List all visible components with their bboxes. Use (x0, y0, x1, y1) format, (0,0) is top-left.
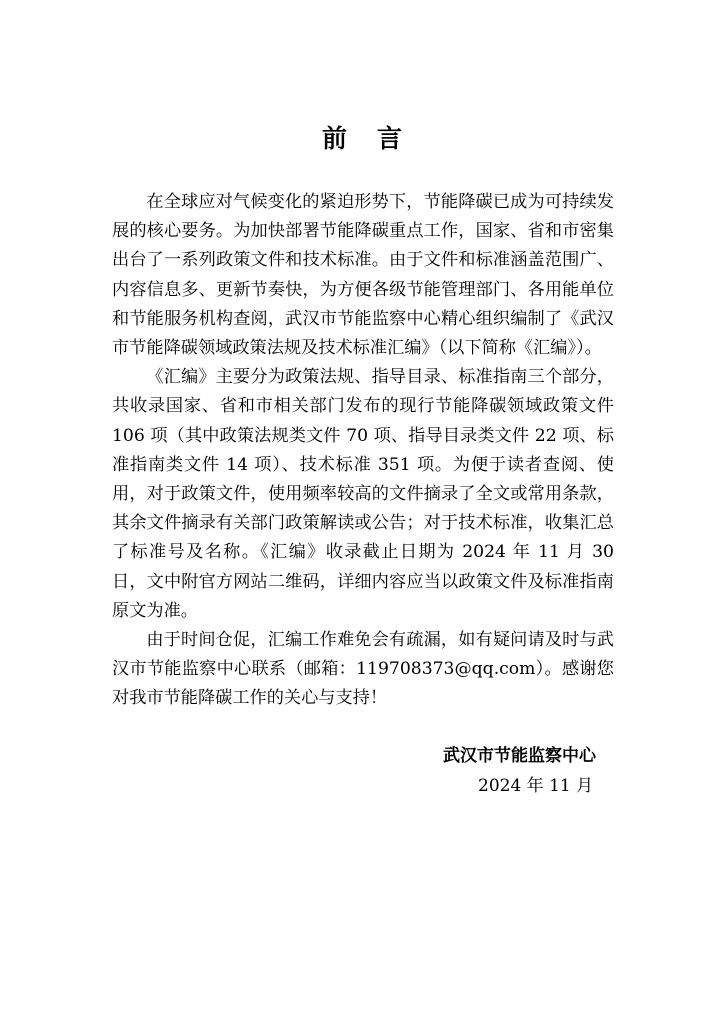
title-char-right: 言 (377, 124, 403, 153)
signature-date: 2024 年 11 月 (478, 776, 594, 796)
paragraph-1: 在全球应对气候变化的紧迫形势下，节能降碳已成为可持续发展的核心要务。为加快部署节能降碳重点工作，国家、省和市密集出台了一系列政策文件和技术标准。由于文件和标准涵盖范围广、内容信息多、更新节奏快，为方便各级节能管理部门、各用能单位和节能服务机构查阅，武汉市节能监察中心精心组织编制了《武汉市节能降碳领域政策法规及技术标准汇编》（以下简称《汇编》）。 (112, 192, 614, 359)
title-char-left: 前 (321, 124, 347, 153)
paragraph-3: 由于时间仓促，汇编工作难免会有疏漏，如有疑问请及时与武汉市节能监察中心联系（邮箱：119708373@qq.com）。感谢您对我市节能降碳工作的关心与支持！ (112, 630, 614, 709)
signature-organization: 武汉市节能监察中心 (443, 746, 596, 766)
preface-body (112, 188, 614, 714)
paragraph-2: 《汇编》主要分为政策法规、指导目录、标准指南三个部分，共收录国家、省和市相关部门发布的现行节能降碳领域政策文件 106 项（其中政策法规类文件 70 项、指导目录类文件 22 项、标准指南类文件 14 项）、技术标准 351 项。为便于读者查阅、使用，对于政策文件，使用频率较高的文件摘录了全文或常用条款，其余文件摘录有关部门政策解读或公告；对于技术标准，收集汇总了标准号及名称。《汇编》收录截止日期为 2024 年 11 月 30 日，文中附官方网站二维码，详细内容应当以政策文件及标准指南原文为准。 (112, 367, 614, 621)
page-title (0, 122, 724, 156)
